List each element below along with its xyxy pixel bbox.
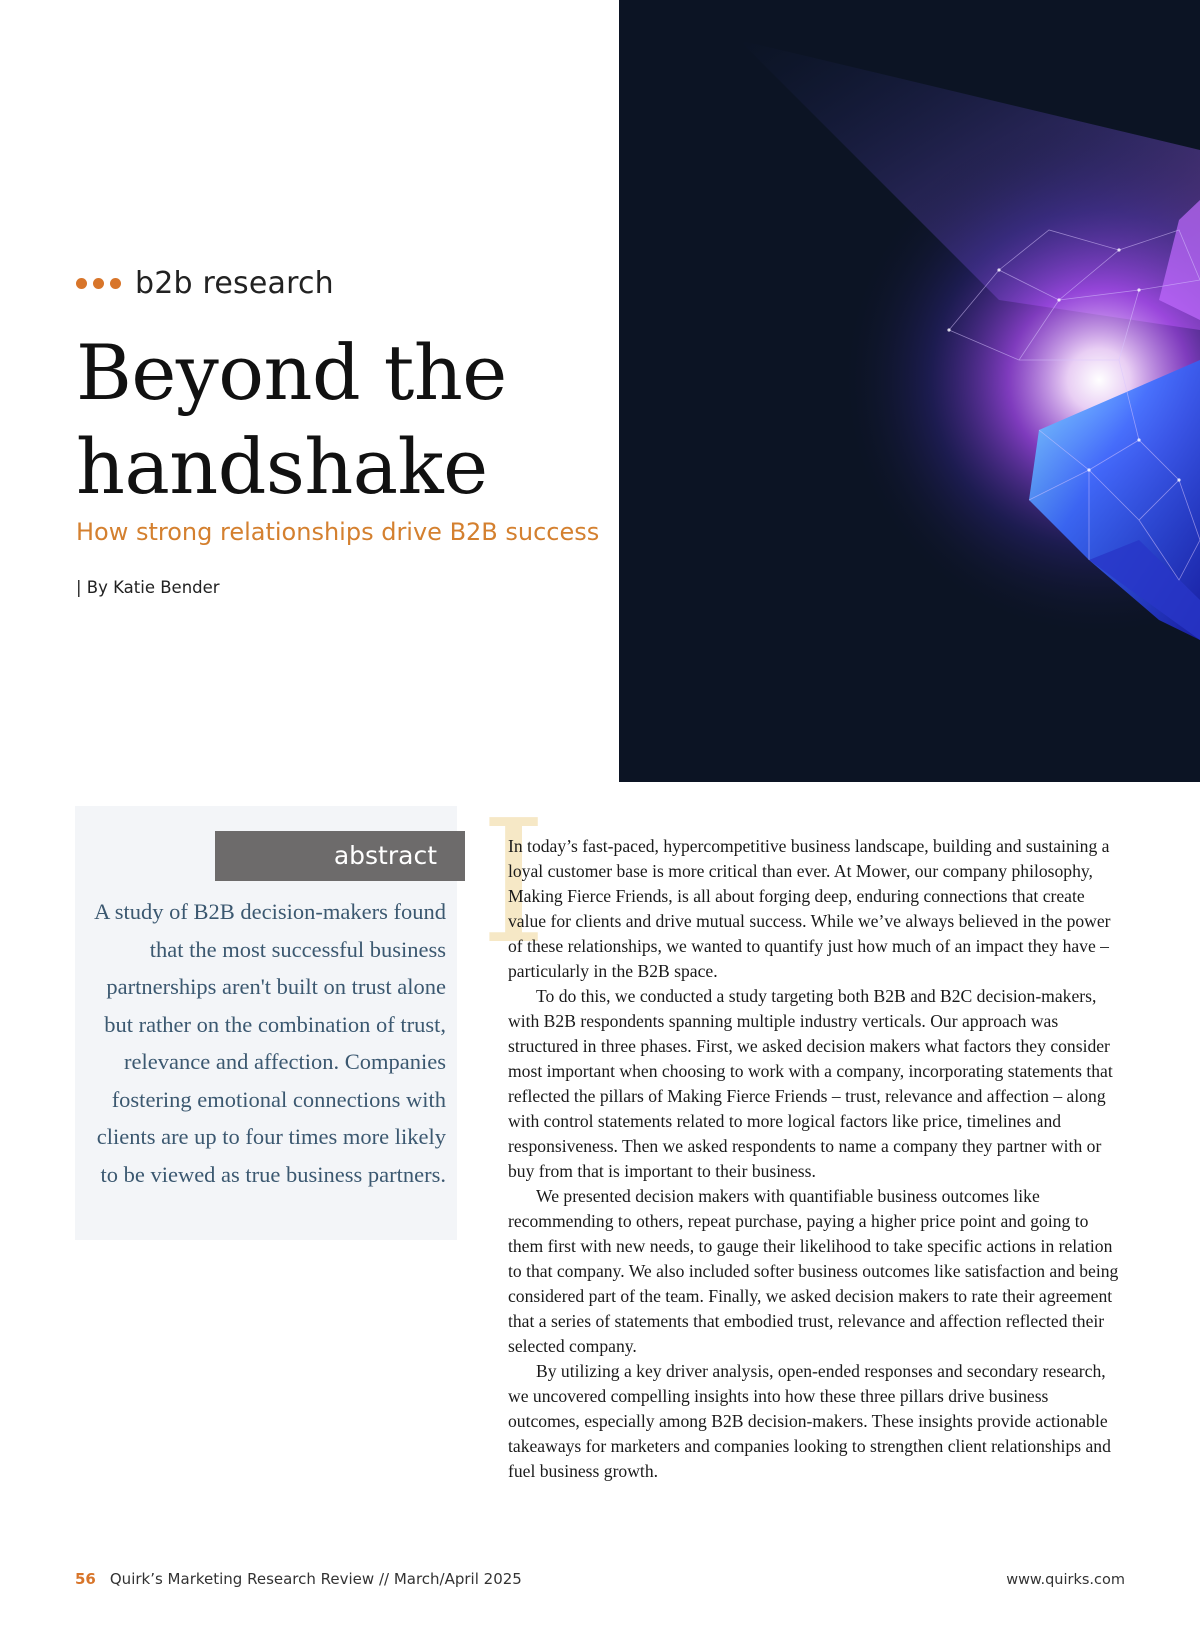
website-link[interactable]: www.quirks.com [1006, 1572, 1125, 1588]
publication-name: Quirk’s Marketing Research Review // March/April 2025 [109, 1570, 522, 1588]
abstract-label: abstract [215, 831, 465, 881]
page-footer [75, 1570, 522, 1588]
article-subhead: How strong relationships drive B2B success [76, 518, 600, 546]
section-rubric [76, 266, 334, 301]
abstract-text: A study of B2B decision-makers found that the most successful business partnerships aren't built on trust alone but rather on the combination of trust, relevance and affection. Companies fostering emotional connections with clients are up to four times more likely to be viewed as true business partners. [94, 899, 446, 1187]
article-body [508, 834, 1124, 1484]
handshake-illustration [619, 0, 1200, 782]
hero-image [619, 0, 1200, 782]
drop-cap: I [480, 784, 548, 982]
article-byline: | By Katie Bender [76, 578, 220, 597]
section-label: b2b research [135, 266, 334, 301]
rubric-dots-icon [76, 278, 121, 289]
body-paragraph: By utilizing a key driver analysis, open-ended responses and secondary research, we uncovered compelling insights into how these three pillars drive business outcomes, especially among B2B decision-makers. These insights provide actionable takeaways for marketers and companies looking to strengthen client relationships and fuel business growth. [508, 1361, 1111, 1481]
body-paragraph: We presented decision makers with quantifiable business outcomes like recommending to others, repeat purchase, paying a higher price point and going to them first with new needs, to gauge their likelihood to take specific actions in relation to that company. We also included softer business outcomes like satisfaction and being considered part of the team. Finally, we asked decision makers to rate their agreement that a series of statements that embodied trust, relevance and affection reflected their selected company. [508, 1186, 1119, 1356]
article-headline: Beyond the handshake [76, 328, 507, 511]
body-paragraph: To do this, we conducted a study targeting both B2B and B2C decision-makers, with B2B respondents spanning multiple industry verticals. Our approach was structured in three phases. First, we asked decision makers what factors they consider most important when choosing to work with a company, incorporating statements that reflected the pillars of Making Fierce Friends – trust, relevance and affection – along with control statements related to more logical factors like price, timelines and responsiveness. Then we asked respondents to name a company they partner with or buy from that is important to their business. [508, 986, 1113, 1181]
page-number: 56 [75, 1570, 96, 1588]
body-paragraph: In today’s fast-paced, hypercompetitive business landscape, building and sustaining a loyal customer base is more critical than ever. At Mower, our company philosophy, Making Fierce Friends, is all about forging deep, enduring connections that create value for clients and drive mutual success. While we’ve always believed in the power of these relationships, we wanted to quantify just how much of an impact they have – particularly in the B2B space. [508, 836, 1111, 981]
